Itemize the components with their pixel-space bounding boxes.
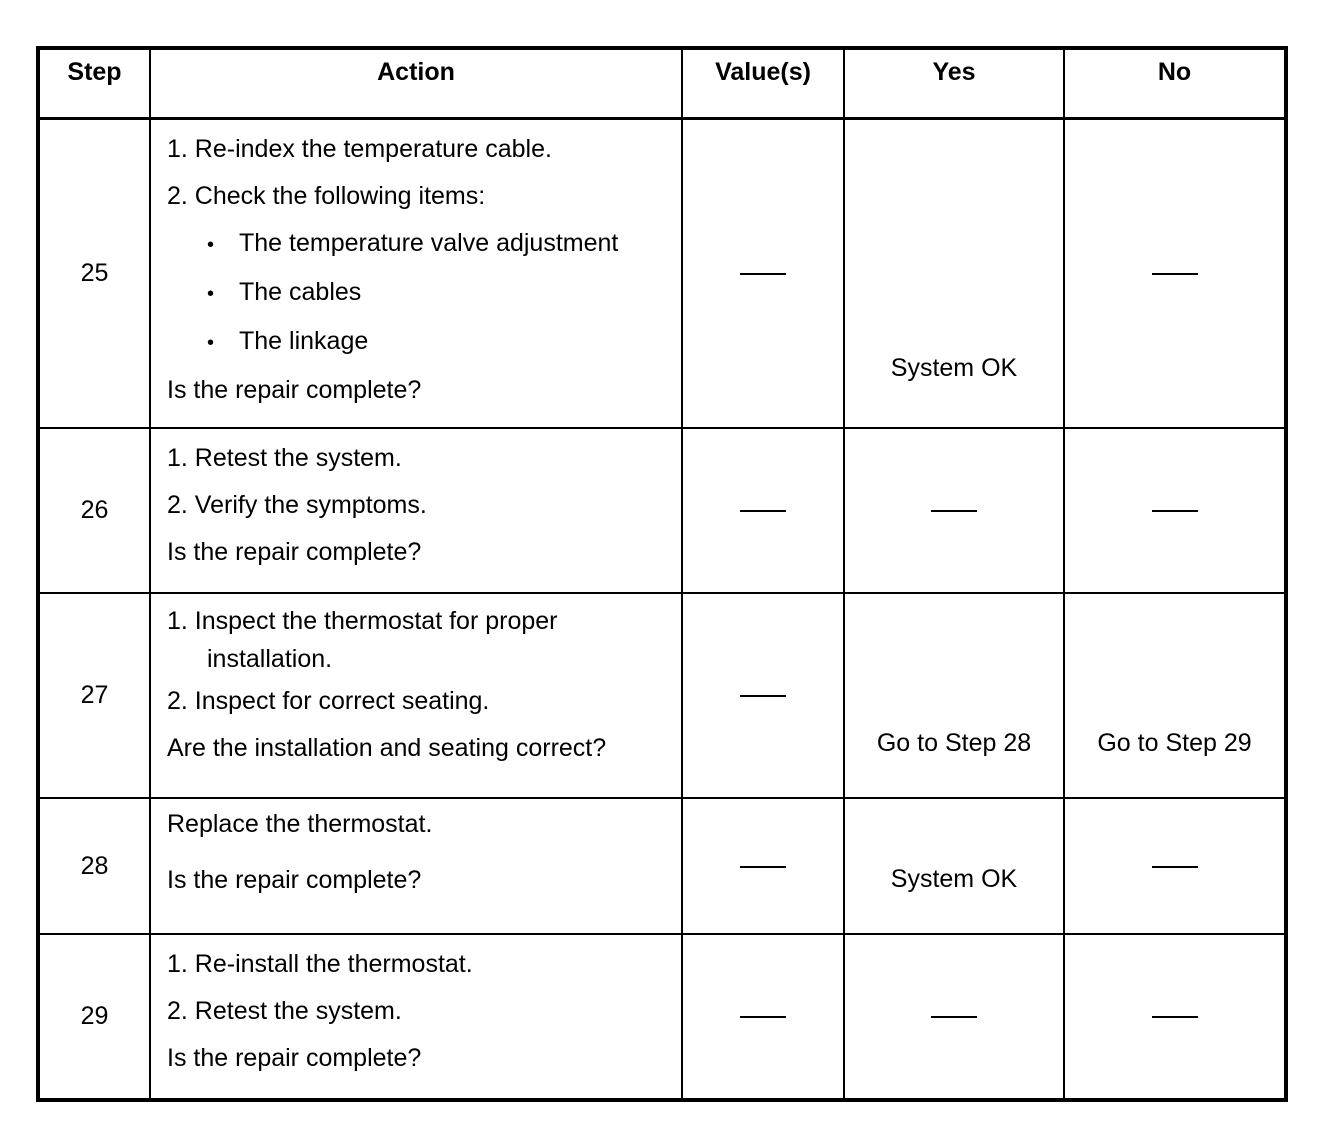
dash-mark xyxy=(931,510,977,512)
value-cell xyxy=(682,593,844,798)
step-number: 29 xyxy=(38,934,150,1100)
action-cell xyxy=(150,118,682,428)
step-number: 27 xyxy=(38,593,150,798)
value-cell xyxy=(682,118,844,428)
yes-result: System OK xyxy=(890,353,1018,382)
bullet-item xyxy=(167,318,681,367)
yes-cell xyxy=(844,428,1064,593)
header-no: No xyxy=(1064,48,1286,118)
action-question: Is the repair complete? xyxy=(167,375,422,404)
no-result: Go to Step 29 xyxy=(1097,729,1252,757)
dash-mark xyxy=(740,1016,786,1018)
action-line: 1. Inspect the thermostat for proper xyxy=(167,607,558,635)
yes-cell xyxy=(844,118,1064,428)
yes-cell xyxy=(844,798,1064,934)
action-line: 1. Retest the system. xyxy=(167,444,402,472)
yes-result: Go to Step 28 xyxy=(876,729,1032,757)
table-row-step-29 xyxy=(38,934,1286,1100)
action-question: Is the repair complete? xyxy=(167,866,422,894)
action-line-continued: installation. xyxy=(207,645,333,673)
step-number: 28 xyxy=(38,798,150,934)
header-values: Value(s) xyxy=(682,48,844,118)
action-cell xyxy=(150,593,682,798)
action-line: Replace the thermostat. xyxy=(167,810,433,838)
no-cell xyxy=(1064,934,1286,1100)
action-cell xyxy=(150,798,682,934)
bullet-item xyxy=(167,220,681,269)
bullet-icon: • xyxy=(207,282,215,305)
bullet-text: The cables xyxy=(239,277,362,306)
no-cell xyxy=(1064,118,1286,428)
value-cell xyxy=(682,934,844,1100)
dash-mark xyxy=(740,695,786,697)
bullet-icon: • xyxy=(207,233,215,256)
yes-cell xyxy=(844,593,1064,798)
bullet-icon: • xyxy=(207,331,215,354)
dash-mark xyxy=(1152,510,1198,512)
diagnostic-table xyxy=(36,46,1288,1102)
yes-result: System OK xyxy=(890,865,1018,893)
bullet-text: The linkage xyxy=(239,326,369,355)
no-cell xyxy=(1064,428,1286,593)
step-number: 26 xyxy=(38,428,150,593)
step-number: 25 xyxy=(38,118,150,428)
dash-mark xyxy=(740,510,786,512)
header-step: Step xyxy=(38,48,150,118)
table-row-step-28 xyxy=(38,798,1286,934)
action-line: 2. Verify the symptoms. xyxy=(167,491,427,519)
table-row-step-27 xyxy=(38,593,1286,798)
value-cell xyxy=(682,798,844,934)
table-row-step-25 xyxy=(38,118,1286,428)
yes-cell xyxy=(844,934,1064,1100)
dash-mark xyxy=(1152,1016,1198,1018)
dash-mark xyxy=(1152,866,1198,868)
action-question: Are the installation and seating correct? xyxy=(167,734,607,762)
no-cell xyxy=(1064,798,1286,934)
action-line: 2. Check the following items: xyxy=(167,181,486,210)
dash-mark xyxy=(740,866,786,868)
bullet-text: The temperature valve adjustment xyxy=(239,228,619,257)
action-line: 2. Retest the system. xyxy=(167,997,402,1025)
no-cell xyxy=(1064,593,1286,798)
header-yes: Yes xyxy=(844,48,1064,118)
action-question: Is the repair complete? xyxy=(167,538,422,566)
dash-mark xyxy=(740,273,786,275)
value-cell xyxy=(682,428,844,593)
table-row-step-26 xyxy=(38,428,1286,593)
action-cell xyxy=(150,428,682,593)
header-row xyxy=(38,48,1286,118)
action-line: 1. Re-install the thermostat. xyxy=(167,950,473,978)
bullet-item xyxy=(167,269,681,318)
header-action: Action xyxy=(150,48,682,118)
action-line: 2. Inspect for correct seating. xyxy=(167,687,490,715)
action-question: Is the repair complete? xyxy=(167,1044,422,1072)
dash-mark xyxy=(931,1016,977,1018)
action-cell xyxy=(150,934,682,1100)
dash-mark xyxy=(1152,273,1198,275)
action-line: 1. Re-index the temperature cable. xyxy=(167,134,552,163)
